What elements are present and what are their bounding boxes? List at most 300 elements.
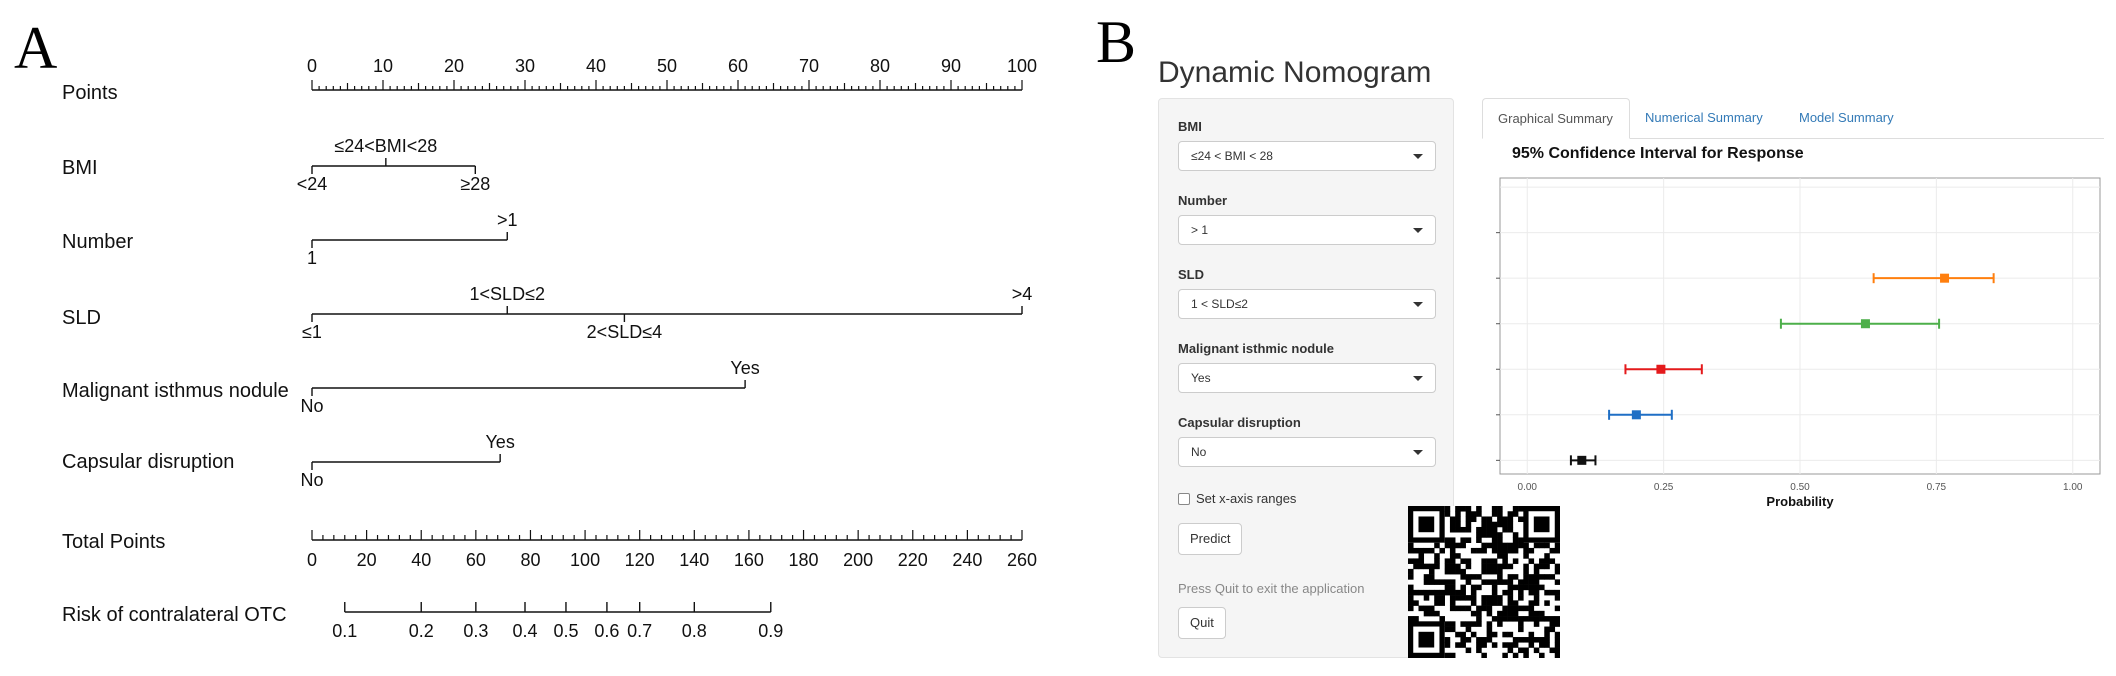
qr-module: [1502, 543, 1508, 549]
tick-label: 40: [411, 550, 432, 570]
qr-module: [1550, 621, 1556, 627]
qr-module: [1476, 506, 1482, 512]
qr-module: [1429, 574, 1435, 580]
qr-module: [1424, 606, 1430, 612]
qr-module: [1513, 642, 1519, 648]
qr-module: [1502, 548, 1508, 554]
qr-module: [1539, 558, 1545, 564]
qr-module: [1539, 611, 1545, 617]
qr-module: [1492, 642, 1498, 648]
qr-module: [1529, 579, 1535, 585]
level-label: 1: [306, 248, 318, 268]
qr-module: [1529, 574, 1535, 580]
row-label: SLD: [62, 307, 101, 329]
qr-module: [1544, 600, 1550, 606]
qr-module: [1408, 569, 1414, 575]
quit-note: Press Quit to exit the application: [1178, 581, 1365, 596]
qr-module: [1424, 611, 1430, 617]
qr-module: [1476, 642, 1482, 648]
panel-letter-a: A: [14, 15, 58, 81]
qr-module: [1539, 637, 1545, 643]
qr-module: [1455, 606, 1461, 612]
qr-module: [1408, 558, 1414, 564]
qr-module: [1502, 653, 1508, 658]
qr-module: [1502, 553, 1508, 559]
qr-module: [1492, 527, 1498, 533]
tick-label: 60: [727, 56, 749, 76]
qr-module: [1450, 564, 1456, 570]
tab-graphical-summary[interactable]: Graphical Summary: [1482, 98, 1630, 139]
qr-module: [1455, 506, 1461, 512]
qr-module: [1460, 569, 1466, 575]
tick-label: 10: [372, 56, 394, 76]
qr-module: [1460, 642, 1466, 648]
qr-module: [1502, 616, 1508, 622]
qr-module: [1455, 564, 1461, 570]
qr-module: [1502, 579, 1508, 585]
qr-finder-inner: [1534, 516, 1550, 532]
qr-module: [1508, 600, 1514, 606]
qr-module: [1413, 548, 1419, 554]
sld-select[interactable]: [1178, 289, 1436, 319]
qr-module: [1555, 606, 1560, 612]
qr-module: [1476, 511, 1482, 517]
qr-module: [1408, 616, 1414, 622]
level-label: >4: [1011, 284, 1033, 304]
tick-label: 0: [306, 550, 318, 570]
qr-module: [1492, 590, 1498, 596]
qr-module: [1550, 574, 1556, 580]
qr-module: [1492, 579, 1498, 585]
qr-module: [1534, 616, 1540, 622]
qr-module: [1555, 632, 1560, 638]
qr-module: [1534, 579, 1540, 585]
qr-module: [1513, 574, 1519, 580]
qr-module: [1544, 553, 1550, 559]
qr-module: [1487, 627, 1493, 633]
qr-module: [1555, 564, 1560, 570]
qr-module: [1481, 595, 1487, 601]
qr-module: [1439, 595, 1445, 601]
qr-module: [1492, 558, 1498, 564]
qr-module: [1544, 564, 1550, 570]
x-tick-label: 0.25: [1653, 482, 1674, 493]
qr-module: [1434, 558, 1440, 564]
qr-module: [1529, 548, 1535, 554]
qr-module: [1408, 606, 1414, 612]
qr-module: [1544, 627, 1550, 633]
level-label: 2<SLD≤4: [586, 322, 663, 342]
qr-module: [1471, 548, 1477, 554]
qr-module: [1497, 511, 1503, 517]
qr-module: [1492, 595, 1498, 601]
capsular-disruption-select[interactable]: [1178, 437, 1436, 467]
qr-module: [1434, 590, 1440, 596]
qr-module: [1450, 548, 1456, 554]
qr-module: [1508, 590, 1514, 596]
qr-module: [1497, 616, 1503, 622]
qr-module: [1476, 611, 1482, 617]
tick-label: 90: [940, 56, 962, 76]
qr-module: [1439, 548, 1445, 554]
qr-module: [1497, 569, 1503, 575]
qr-module: [1555, 637, 1560, 643]
tick-label: 100: [1006, 56, 1038, 76]
qr-module: [1513, 506, 1519, 512]
qr-module: [1497, 548, 1503, 554]
qr-module: [1508, 642, 1514, 648]
qr-module: [1450, 558, 1456, 564]
qr-module: [1555, 648, 1560, 654]
qr-module: [1418, 564, 1424, 570]
isthmic-nodule-select[interactable]: [1178, 363, 1436, 393]
qr-module: [1424, 595, 1430, 601]
qr-module: [1413, 590, 1419, 596]
qr-module: [1471, 611, 1477, 617]
qr-module: [1513, 616, 1519, 622]
qr-module: [1476, 637, 1482, 643]
qr-module: [1487, 606, 1493, 612]
qr-module: [1413, 558, 1419, 564]
predict-button[interactable]: Predict: [1178, 523, 1242, 555]
qr-module: [1476, 621, 1482, 627]
qr-module: [1502, 522, 1508, 528]
tick-label: 0: [306, 56, 318, 76]
qr-module: [1408, 595, 1414, 601]
x-tick-label: 0.75: [1926, 482, 1947, 493]
qr-module: [1466, 527, 1472, 533]
qr-module: [1518, 537, 1524, 543]
qr-module: [1529, 642, 1535, 648]
qr-module: [1429, 569, 1435, 575]
qr-module: [1492, 548, 1498, 554]
qr-module: [1487, 637, 1493, 643]
qr-module: [1471, 621, 1477, 627]
qr-module: [1476, 527, 1482, 533]
qr-module: [1460, 543, 1466, 549]
qr-module: [1460, 585, 1466, 591]
qr-module: [1518, 590, 1524, 596]
qr-module: [1555, 579, 1560, 585]
qr-module: [1445, 653, 1451, 658]
qr-module: [1539, 574, 1545, 580]
qr-module: [1523, 606, 1529, 612]
qr-module: [1534, 621, 1540, 627]
qr-module: [1450, 606, 1456, 612]
bmi-select[interactable]: [1178, 141, 1436, 171]
qr-module: [1534, 611, 1540, 617]
qr-module: [1466, 606, 1472, 612]
qr-module: [1544, 642, 1550, 648]
qr-module: [1492, 564, 1498, 570]
ci-point-estimate: [1940, 274, 1949, 283]
tick-label: 120: [624, 550, 655, 570]
tick-label: 100: [570, 550, 601, 570]
qr-module: [1518, 616, 1524, 622]
confidence-interval-chart: [1490, 138, 2110, 518]
qr-module: [1408, 548, 1414, 554]
qr-module: [1508, 574, 1514, 580]
tick-label: 220: [897, 550, 928, 570]
qr-module: [1445, 627, 1451, 633]
tick-label: 80: [869, 56, 891, 76]
qr-module: [1455, 543, 1461, 549]
tick-label: 180: [788, 550, 819, 570]
qr-module: [1508, 648, 1514, 654]
number-label: Number: [1178, 193, 1228, 208]
qr-module: [1471, 516, 1477, 522]
qr-module: [1502, 606, 1508, 612]
qr-module: [1508, 543, 1514, 549]
quit-button[interactable]: Quit: [1178, 607, 1226, 639]
qr-module: [1529, 558, 1535, 564]
qr-module: [1550, 627, 1556, 633]
qr-module: [1534, 590, 1540, 596]
qr-module: [1450, 569, 1456, 575]
risk-tick-label: 0.9: [758, 621, 784, 641]
qr-module: [1450, 621, 1456, 627]
qr-module: [1481, 642, 1487, 648]
qr-module: [1445, 506, 1451, 512]
qr-module: [1555, 653, 1560, 658]
qr-module: [1492, 600, 1498, 606]
qr-module: [1497, 522, 1503, 528]
qr-module: [1523, 637, 1529, 643]
qr-module: [1408, 574, 1414, 580]
qr-module: [1471, 595, 1477, 601]
qr-module: [1529, 585, 1535, 591]
qr-module: [1424, 579, 1430, 585]
qr-module: [1502, 590, 1508, 596]
level-label: <24: [296, 174, 328, 194]
qr-module: [1455, 522, 1461, 528]
qr-module: [1439, 616, 1445, 622]
qr-module: [1544, 616, 1550, 622]
qr-module: [1455, 553, 1461, 559]
qr-module: [1497, 516, 1503, 522]
qr-module: [1487, 516, 1493, 522]
qr-module: [1481, 653, 1487, 658]
qr-module: [1445, 543, 1451, 549]
tick-label: 60: [465, 550, 486, 570]
qr-module: [1418, 558, 1424, 564]
qr-module: [1555, 543, 1560, 549]
level-label: Yes: [730, 358, 760, 378]
level-label: Yes: [485, 432, 515, 452]
qr-module: [1450, 543, 1456, 549]
qr-module: [1450, 527, 1456, 533]
qr-module: [1492, 569, 1498, 575]
qr-module: [1534, 543, 1540, 549]
qr-module: [1523, 653, 1529, 658]
qr-module: [1497, 574, 1503, 580]
qr-module: [1497, 621, 1503, 627]
qr-module: [1534, 648, 1540, 654]
qr-module: [1466, 621, 1472, 627]
qr-module: [1455, 590, 1461, 596]
qr-module: [1497, 532, 1503, 538]
qr-module: [1429, 611, 1435, 617]
qr-module: [1523, 574, 1529, 580]
qr-module: [1487, 632, 1493, 638]
qr-module: [1550, 616, 1556, 622]
qr-module: [1492, 522, 1498, 528]
qr-module: [1544, 637, 1550, 643]
level-label: ≥28: [460, 174, 491, 194]
qr-module: [1529, 632, 1535, 638]
qr-module: [1476, 585, 1482, 591]
qr-module: [1439, 600, 1445, 606]
qr-module: [1523, 569, 1529, 575]
x-tick-label: 0.50: [1790, 482, 1810, 493]
level-label: >1: [496, 210, 518, 230]
qr-module: [1555, 569, 1560, 575]
qr-module: [1518, 585, 1524, 591]
qr-module: [1445, 537, 1451, 543]
qr-module: [1523, 553, 1529, 559]
qr-module: [1544, 558, 1550, 564]
qr-module: [1487, 600, 1493, 606]
qr-module: [1513, 611, 1519, 617]
ci-point-estimate: [1861, 319, 1870, 328]
qr-module: [1492, 585, 1498, 591]
qr-module: [1450, 595, 1456, 601]
qr-module: [1523, 616, 1529, 622]
qr-module: [1492, 506, 1498, 512]
qr-module: [1460, 590, 1466, 596]
tab-model-summary[interactable]: Model Summary: [1799, 110, 1894, 125]
qr-module: [1434, 564, 1440, 570]
qr-module: [1466, 558, 1472, 564]
qr-module: [1508, 616, 1514, 622]
row-label: BMI: [62, 157, 98, 179]
qr-module: [1413, 600, 1419, 606]
risk-tick-label: 0.1: [332, 621, 358, 641]
qr-module: [1481, 522, 1487, 528]
qr-module: [1471, 511, 1477, 517]
qr-module: [1455, 595, 1461, 601]
qr-module: [1445, 590, 1451, 596]
summary-tabs: [1482, 98, 2104, 139]
qr-module: [1508, 511, 1514, 517]
qr-module: [1544, 590, 1550, 596]
qr-module: [1445, 511, 1451, 517]
qr-module: [1460, 558, 1466, 564]
qr-module: [1466, 595, 1472, 601]
risk-tick-label: 0.7: [627, 621, 653, 641]
qr-module: [1471, 632, 1477, 638]
qr-module: [1466, 522, 1472, 528]
qr-module: [1497, 600, 1503, 606]
qr-module: [1455, 516, 1461, 522]
qr-module: [1476, 616, 1482, 622]
qr-module: [1418, 548, 1424, 554]
qr-module: [1481, 606, 1487, 612]
qr-module: [1429, 590, 1435, 596]
qr-module: [1492, 632, 1498, 638]
qr-module: [1502, 527, 1508, 533]
qr-module: [1487, 569, 1493, 575]
qr-module: [1450, 627, 1456, 633]
chart-title: 95% Confidence Interval for Response: [1512, 145, 1804, 162]
qr-module: [1492, 532, 1498, 538]
qr-module: [1544, 574, 1550, 580]
level-label: No: [300, 470, 324, 490]
qr-module: [1455, 632, 1461, 638]
qr-module: [1518, 606, 1524, 612]
qr-module: [1460, 606, 1466, 612]
qr-module: [1476, 574, 1482, 580]
qr-module: [1445, 642, 1451, 648]
qr-module: [1471, 574, 1477, 580]
qr-module: [1460, 621, 1466, 627]
qr-module: [1508, 632, 1514, 638]
qr-module: [1481, 600, 1487, 606]
qr-module: [1497, 595, 1503, 601]
qr-module: [1481, 516, 1487, 522]
qr-module: [1523, 579, 1529, 585]
qr-module: [1502, 558, 1508, 564]
qr-module: [1502, 632, 1508, 638]
qr-module: [1476, 648, 1482, 654]
qr-module: [1487, 621, 1493, 627]
row-label: Risk of contralateral OTC: [62, 604, 287, 626]
qr-module: [1513, 548, 1519, 554]
qr-module: [1555, 548, 1560, 554]
qr-module: [1460, 637, 1466, 643]
x-axis-range-checkbox[interactable]: [1178, 493, 1190, 505]
qr-module: [1497, 506, 1503, 512]
tab-numerical-summary[interactable]: Numerical Summary: [1645, 110, 1763, 125]
qr-module: [1523, 564, 1529, 570]
panel-letter-b: B: [1096, 9, 1137, 75]
qr-module: [1408, 600, 1414, 606]
qr-module: [1481, 543, 1487, 549]
qr-module: [1429, 548, 1435, 554]
qr-module: [1518, 579, 1524, 585]
qr-module: [1471, 600, 1477, 606]
qr-module: [1492, 511, 1498, 517]
qr-module: [1518, 637, 1524, 643]
qr-module: [1408, 585, 1414, 591]
number-select[interactable]: [1178, 215, 1436, 245]
qr-module: [1513, 532, 1519, 538]
qr-module: [1481, 532, 1487, 538]
qr-module: [1508, 522, 1514, 528]
qr-module: [1508, 548, 1514, 554]
qr-module: [1508, 611, 1514, 617]
qr-module: [1487, 522, 1493, 528]
qr-finder-inner: [1418, 632, 1434, 648]
qr-module: [1450, 653, 1456, 658]
qr-module: [1476, 606, 1482, 612]
qr-module: [1555, 595, 1560, 601]
tick-label: 70: [798, 56, 820, 76]
ci-point-estimate: [1632, 410, 1641, 419]
qr-module: [1450, 579, 1456, 585]
qr-module: [1555, 621, 1560, 627]
qr-module: [1408, 543, 1414, 549]
qr-module: [1487, 579, 1493, 585]
qr-module: [1513, 637, 1519, 643]
row-label: Points: [62, 82, 118, 104]
qr-module: [1539, 642, 1545, 648]
qr-module: [1487, 558, 1493, 564]
qr-module: [1513, 606, 1519, 612]
qr-module: [1445, 637, 1451, 643]
qr-module: [1481, 548, 1487, 554]
tick-label: 160: [733, 550, 764, 570]
